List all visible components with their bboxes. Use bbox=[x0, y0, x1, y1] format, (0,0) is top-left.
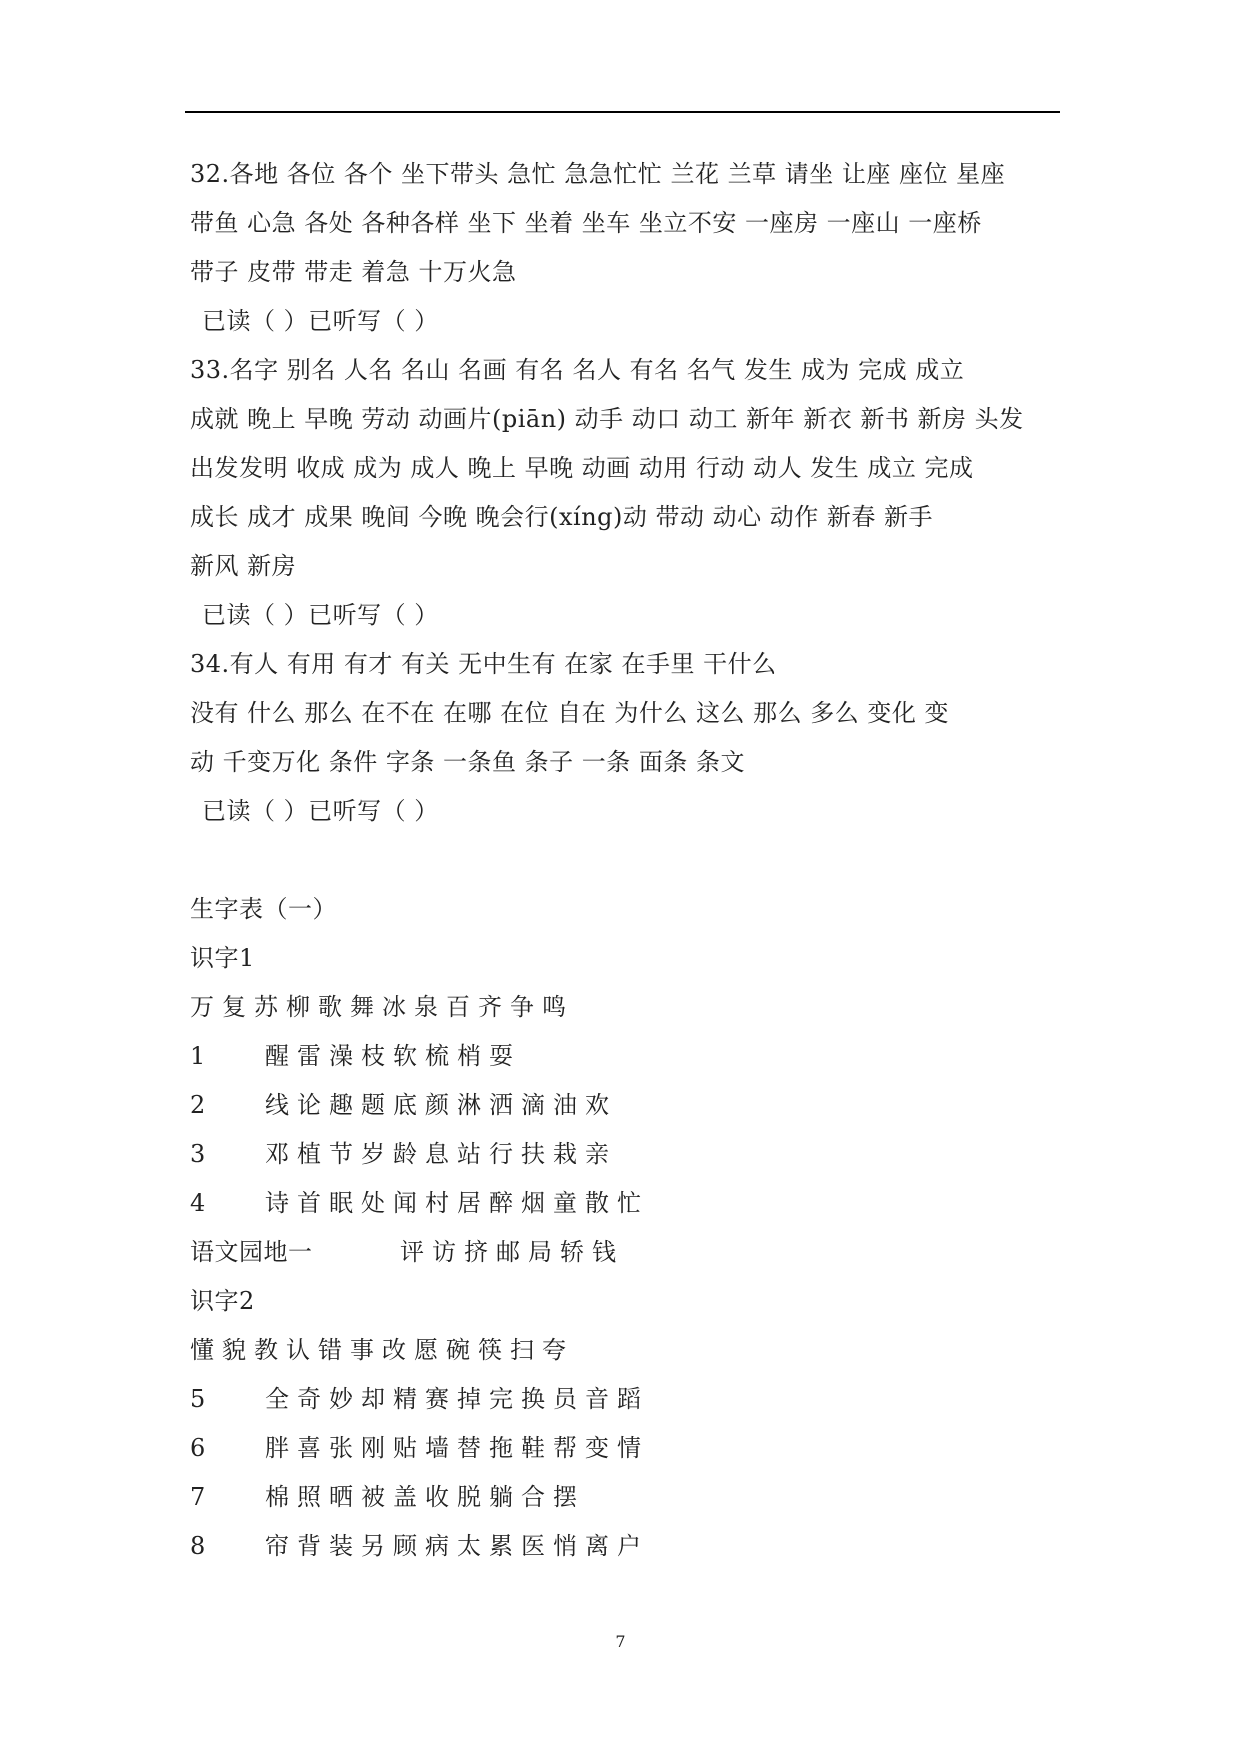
lesson-number: 6 bbox=[190, 1434, 206, 1462]
text-line: 33.名字 别名 人名 名山 名画 有名 名人 有名 名气 发生 成为 完成 成立 bbox=[190, 356, 965, 384]
table-row bbox=[190, 1032, 1070, 1081]
group-literacy-2 bbox=[190, 1277, 1070, 1571]
header-rule bbox=[185, 111, 1060, 113]
table-row-garden bbox=[190, 1228, 1070, 1277]
text-line: 成就 晚上 早晚 劳动 动画片(piān) 动手 动口 动工 新年 新衣 新书 新房 头发 bbox=[190, 405, 1024, 433]
table-row bbox=[190, 1081, 1070, 1130]
section-32 bbox=[190, 150, 1070, 346]
lesson-chars: 帘背装另顾病太累医悄离户 bbox=[265, 1532, 649, 1560]
character-table bbox=[190, 885, 1070, 1571]
table-row bbox=[190, 1130, 1070, 1179]
lesson-number: 7 bbox=[190, 1483, 206, 1511]
lesson-number: 1 bbox=[190, 1042, 206, 1070]
lesson-chars: 邓植节岁龄息站行扶栽亲 bbox=[265, 1140, 617, 1168]
section-34 bbox=[190, 640, 1070, 836]
lesson-number: 5 bbox=[190, 1385, 206, 1413]
text-line: 新风 新房 bbox=[190, 552, 297, 580]
page-number: 7 bbox=[615, 1632, 626, 1651]
table-row bbox=[190, 1473, 1070, 1522]
text-line: 动 千变万化 条件 字条 一条鱼 条子 一条 面条 条文 bbox=[190, 748, 746, 776]
group-literacy-1 bbox=[190, 934, 1070, 1277]
text-line: 成长 成才 成果 晚间 今晚 晚会行(xíng)动 带动 动心 动作 新春 新手 bbox=[190, 503, 934, 531]
lesson-chars: 棉照晒被盖收脱躺合摆 bbox=[265, 1483, 585, 1511]
group-header-chars: 万复苏柳歌舞冰泉百齐争鸣 bbox=[190, 993, 574, 1021]
page-content bbox=[190, 150, 1070, 1571]
lesson-number: 4 bbox=[190, 1189, 206, 1217]
table-row bbox=[190, 1375, 1070, 1424]
lesson-chars: 醒雷澡枝软梳梢耍 bbox=[265, 1042, 521, 1070]
read-check-line: 已读（ ）已听写（ ） bbox=[202, 307, 439, 335]
text-line: 没有 什么 那么 在不在 在哪 在位 自在 为什么 这么 那么 多么 变化 变 bbox=[190, 699, 950, 727]
group-heading: 识字1 bbox=[190, 944, 255, 972]
text-line: 34.有人 有用 有才 有关 无中生有 在家 在手里 干什么 bbox=[190, 650, 777, 678]
read-check-line: 已读（ ）已听写（ ） bbox=[202, 601, 439, 629]
read-check-line: 已读（ ）已听写（ ） bbox=[202, 797, 439, 825]
table-row bbox=[190, 1522, 1070, 1571]
text-line: 出发发明 收成 成为 成人 晚上 早晚 动画 动用 行动 动人 发生 成立 完成 bbox=[190, 454, 974, 482]
lesson-chars: 诗首眠处闻村居醉烟童散忙 bbox=[265, 1189, 649, 1217]
text-line: 32.各地 各位 各个 坐下带头 急忙 急急忙忙 兰花 兰草 请坐 让座 座位 星座 bbox=[190, 160, 1006, 188]
table-title: 生字表（一） bbox=[190, 895, 337, 923]
text-line: 带子 皮带 带走 着急 十万火急 bbox=[190, 258, 517, 286]
table-row bbox=[190, 1424, 1070, 1473]
garden-label: 语文园地一 bbox=[190, 1238, 313, 1266]
lesson-number: 8 bbox=[190, 1532, 206, 1560]
lesson-chars: 线论趣题底颜淋洒滴油欢 bbox=[265, 1091, 617, 1119]
lesson-chars: 胖喜张刚贴墙替拖鞋帮变情 bbox=[265, 1434, 649, 1462]
spacer bbox=[190, 836, 1070, 885]
garden-chars: 评访挤邮局轿钱 bbox=[400, 1238, 624, 1266]
text-line: 带鱼 心急 各处 各种各样 坐下 坐着 坐车 坐立不安 一座房 一座山 一座桥 bbox=[190, 209, 982, 237]
lesson-chars: 全奇妙却精赛掉完换员音蹈 bbox=[265, 1385, 649, 1413]
lesson-number: 3 bbox=[190, 1140, 206, 1168]
table-row bbox=[190, 1179, 1070, 1228]
lesson-number: 2 bbox=[190, 1091, 206, 1119]
group-header-chars: 懂貌教认错事改愿碗筷扫夸 bbox=[190, 1336, 574, 1364]
group-heading: 识字2 bbox=[190, 1287, 255, 1315]
section-33 bbox=[190, 346, 1070, 640]
